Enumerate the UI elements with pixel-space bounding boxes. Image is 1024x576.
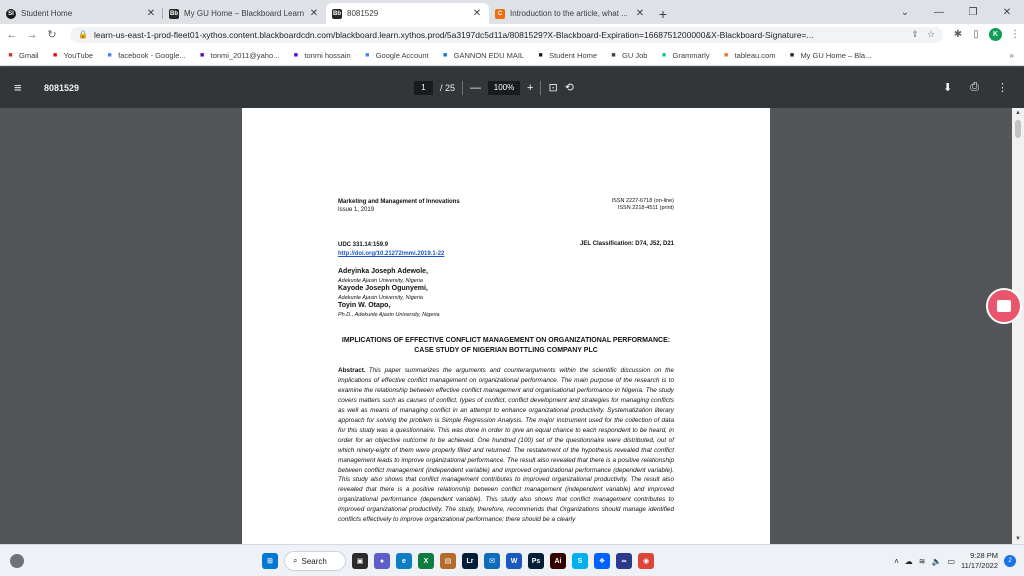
bookmark-item[interactable]	[6, 51, 39, 60]
bookmark-label: facebook - Google...	[118, 50, 186, 60]
bookmark-item[interactable]	[441, 51, 524, 60]
udc-code: UDC 331.14:159.9	[338, 242, 389, 248]
more-bookmarks-icon[interactable]: »	[1009, 50, 1014, 60]
tab-title: My GU Home – Blackboard Learn	[184, 9, 305, 18]
yahoo-icon: ■	[293, 51, 299, 59]
dropbox-icon[interactable]: ❖	[594, 553, 610, 569]
print-icon[interactable]: ⎙	[970, 81, 979, 93]
minimize-icon[interactable]: —	[934, 6, 944, 18]
close-icon[interactable]: ✕	[635, 8, 645, 19]
globe-icon: ■	[611, 51, 616, 59]
tab-student-home[interactable]	[0, 3, 163, 24]
lock-icon[interactable]: 🔒	[78, 30, 88, 39]
bookmark-item[interactable]	[609, 51, 647, 60]
window-controls	[888, 0, 1024, 24]
google-icon: ■	[107, 51, 112, 59]
issn-block	[612, 198, 674, 212]
illustrator-icon[interactable]: Ai	[550, 553, 566, 569]
docs-favicon: C	[495, 9, 505, 19]
url-text[interactable]: learn-us-east-1-prod-fleet01-xythos.content.blackboardcdn.com/blackboard.learn.xythos.prod/5a3197dc5d11a/8081529?X-Blackboard-Expiration=1668751200000&X-Blackboard-Signature=...	[93, 29, 814, 40]
zoom-input[interactable]: 100%	[488, 81, 520, 95]
close-icon[interactable]: ✕	[146, 8, 156, 19]
mail-icon[interactable]: ✉	[484, 553, 500, 569]
tab-title: Introduction to the article, what ...	[510, 9, 628, 18]
taskbar-search[interactable]	[284, 551, 346, 571]
download-icon[interactable]: ⬇	[942, 82, 953, 94]
divider	[540, 81, 541, 95]
bookmark-item[interactable]	[722, 51, 776, 60]
mail-icon: ■	[200, 51, 205, 59]
clock-date: 11/17/2022	[961, 561, 998, 570]
scrollbar[interactable]	[1012, 108, 1024, 544]
edge-icon[interactable]: e	[396, 553, 412, 569]
tableau-icon: ■	[723, 51, 729, 59]
browser-menu-icon[interactable]: ⋮	[1010, 29, 1020, 40]
clock[interactable]	[961, 551, 998, 571]
doi-link[interactable]: http://doi.org/10.21272/mmi.2019.1-22	[338, 251, 445, 257]
bookmark-label: YouTube	[63, 50, 94, 60]
system-tray	[894, 545, 1016, 576]
side-panel-icon[interactable]: ▯	[973, 29, 979, 40]
close-icon[interactable]: ✕	[309, 8, 319, 19]
bookmark-label: Grammarly	[672, 50, 710, 60]
menu-icon[interactable]: ≡	[14, 80, 22, 95]
author-affiliation: Adekunle Ajasin University, Nigeria	[338, 277, 423, 284]
author-name: Toyin W. Otapo,	[338, 302, 391, 309]
tab-strip	[0, 0, 1024, 24]
author-affiliation: Ph.D., Adekunle Ajasin University, Nigeria	[338, 311, 440, 318]
excel-icon[interactable]: X	[418, 553, 434, 569]
extensions-icon[interactable]: ✱	[953, 29, 963, 40]
bookmark-label: Google Account	[375, 50, 429, 60]
photoshop-icon[interactable]: Ps	[528, 553, 544, 569]
bookmark-item[interactable]	[198, 51, 280, 60]
tab-my-gu-home[interactable]	[163, 3, 326, 24]
notification-badge[interactable]: 2	[1004, 555, 1016, 567]
battery-icon[interactable]: ▭	[947, 556, 956, 566]
extension-circle[interactable]	[986, 288, 1022, 324]
close-window-icon[interactable]: ✕	[1002, 6, 1012, 18]
lightroom-icon[interactable]: Lr	[462, 553, 478, 569]
scrollbar-thumb[interactable]	[1015, 120, 1021, 138]
page-number-input[interactable]: 1	[414, 81, 433, 95]
tab-title: Student Home	[21, 9, 73, 18]
word-icon[interactable]: W	[506, 553, 522, 569]
author-affiliation: Adekunle Ajasin University, Nigeria	[338, 294, 423, 301]
abstract-label: Abstract.	[338, 367, 366, 374]
address-bar[interactable]	[70, 27, 943, 43]
tab-title: 8081529	[347, 9, 379, 18]
scroll-down-icon[interactable]: ▼	[1015, 536, 1021, 542]
blackboard-favicon: Bb	[170, 10, 178, 17]
pdf-document-area[interactable]	[0, 108, 1024, 544]
bookmark-item[interactable]	[105, 51, 186, 60]
issn-online: ISSN 2227-6718 (on-line)	[611, 198, 674, 204]
profile-avatar[interactable]: K	[989, 28, 1002, 41]
bookmark-label: tonmi_2011@yaho...	[210, 50, 280, 60]
page-total: / 25	[440, 82, 456, 93]
share-icon[interactable]: ⇪	[911, 29, 919, 39]
student-home-favicon: SI	[6, 9, 16, 19]
pdf-page	[242, 108, 770, 544]
wifi-icon[interactable]: ≋	[918, 556, 926, 566]
google-icon: ■	[365, 51, 370, 59]
udc-block	[338, 241, 444, 259]
close-icon[interactable]: ✕	[472, 8, 482, 19]
folder-icon	[997, 300, 1011, 312]
volume-icon[interactable]: 🔈	[931, 556, 942, 566]
youtube-icon: ■	[52, 51, 58, 59]
weather-widget-icon[interactable]	[10, 554, 24, 568]
restore-icon[interactable]: ❐	[968, 6, 978, 18]
zoom-in-button[interactable]: +	[527, 81, 534, 94]
bookmark-item[interactable]	[536, 51, 597, 60]
student-home-icon: ■	[538, 51, 543, 59]
tab-8081529[interactable]	[326, 3, 489, 24]
bookmark-label: My GU Home – Bla...	[800, 50, 872, 60]
zoom-out-button[interactable]: —	[470, 81, 482, 94]
abstract-text: This paper summarizes the arguments and counterarguments within the scientific discussion on the implications of effective conflict management on organizational performance. The main purpose of the research is to examine the relationship between effective conflict management and organisational performance in Nigeria. The study covers matters such as causes of conflict, types of conflict, conflict development and strategies for managing conflicts as well as means of managing conflict in an attempt to enhance organizational productivity. Systematization literary approach for solving the problem is Simple Regression Analysis. The major instrument used for the collection of data for this study was a questionnaire. This was done in order to give an equal chance to each respondent to be heard, in order for an objective outcome to be achieved. One hundred (100) set of the questionnaire were distributed, out of which ninety-eight of them were properly filled and returned. The restatement of the hypothesis revealed that conflict management leads to improve organizational performance. The result also revealed that there is a positive relationship between conflict management (independent variable) and improved organizational performance (dependent variable). This study also shows that conflict management contributes to improved organizational productivity. The result also revealed that there is a positive relationship between conflict management (independent variable) and improved organizational performance (dependent variable). This study also shows that conflict management contributes to improved organizational productivity. The study, therefore, recommends that Organizations should manage identified conflicts effectively to improve organizational performance; there should be a clearly	[338, 367, 674, 524]
issn-print: ISSN 2218-4511 (print)	[617, 205, 674, 211]
pdf-toolbar	[0, 67, 1024, 108]
bookmark-label: GU Job	[622, 50, 648, 60]
more-options-icon[interactable]: ⋮	[997, 82, 1008, 94]
bookmark-item[interactable]	[291, 51, 350, 60]
jel-classification: JEL Classification: D74, J52, D21	[580, 241, 674, 247]
skype-icon[interactable]: S	[572, 553, 588, 569]
scroll-up-icon[interactable]: ▲	[1015, 110, 1021, 116]
bookmark-item[interactable]	[659, 51, 709, 60]
tab-introduction[interactable]	[489, 3, 652, 24]
divider	[462, 81, 463, 95]
task-view-icon[interactable]: ▣	[352, 553, 368, 569]
chat-icon[interactable]: ●	[374, 553, 390, 569]
gmail-icon: ■	[8, 51, 13, 59]
vpn-icon[interactable]: ∞	[616, 553, 632, 569]
grammarly-icon: ■	[661, 51, 667, 59]
cloud-icon[interactable]: ☁	[904, 556, 913, 566]
bookmarks-bar	[0, 45, 1024, 66]
bookmark-label: tonmi hossain	[304, 50, 351, 60]
taskbar-apps	[262, 545, 654, 576]
browser-toolbar	[0, 24, 1024, 45]
pdf-actions	[943, 67, 1008, 108]
page-zoom-controls	[414, 67, 574, 108]
bookmark-label: tableau.com	[734, 50, 776, 60]
reload-icon[interactable]: ↻	[47, 29, 57, 41]
bookmark-label: Gmail	[19, 50, 39, 60]
document-title: 8081529	[44, 82, 80, 93]
outlook-icon: ■	[443, 51, 448, 59]
search-icon: ⌕	[293, 556, 298, 565]
tab-search-icon[interactable]: ⌄	[900, 6, 910, 18]
blackboard-favicon: Bb	[333, 10, 341, 17]
bookmark-item[interactable]	[363, 51, 429, 60]
start-icon[interactable]: ⊞	[262, 553, 278, 569]
bookmark-item[interactable]	[787, 51, 871, 60]
taskbar	[0, 544, 1024, 576]
bookmark-star-icon[interactable]: ☆	[926, 29, 935, 39]
journal-issue: Issue 1, 2019	[338, 207, 375, 213]
bookmark-item[interactable]	[51, 51, 93, 60]
store-icon[interactable]: ▤	[440, 553, 456, 569]
show-hidden-icons[interactable]: ˄	[894, 556, 899, 566]
abstract	[338, 366, 674, 525]
new-tab-button[interactable]: +	[658, 5, 668, 22]
author-name: Kayode Joseph Ogunyemi,	[338, 285, 428, 292]
forward-icon[interactable]: →	[26, 28, 38, 41]
rotate-icon[interactable]: ⟲	[564, 82, 574, 94]
journal-name: Marketing and Management of Innovations	[338, 199, 460, 205]
paper-title: IMPLICATIONS OF EFFECTIVE CONFLICT MANAGEMENT ON ORGANIZATIONAL PERFORMANCE: CASE STUDY OF NIGERIAN BOTTLING COMPANY PLC	[341, 337, 671, 354]
blackboard-icon: ■	[789, 51, 795, 59]
author-name: Adeyinka Joseph Adewole,	[338, 268, 428, 275]
author-list	[338, 268, 440, 319]
bookmark-label: GANNON EDU MAIL	[453, 50, 525, 60]
back-icon[interactable]: ←	[6, 28, 18, 41]
chrome-icon[interactable]: ◉	[638, 553, 654, 569]
search-label: Search	[301, 556, 327, 566]
clock-time: 9:28 PM	[970, 551, 998, 560]
bookmark-label: Student Home	[549, 50, 598, 60]
floating-extension-button[interactable]	[984, 286, 1024, 326]
journal-header	[338, 198, 460, 214]
fit-page-icon[interactable]: ⊡	[548, 82, 558, 94]
